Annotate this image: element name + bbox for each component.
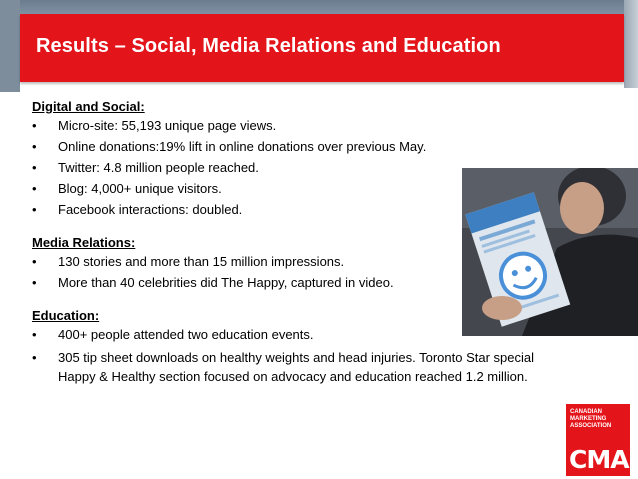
logo-text: [570, 409, 611, 430]
cma-logo: [566, 404, 630, 476]
list-item-text: Facebook interactions: doubled.: [58, 202, 243, 217]
section-heading: Digital and Social:: [32, 99, 145, 114]
bullet-icon: •: [32, 181, 37, 196]
list-item-text: 305 tip sheet downloads on healthy weights and head injuries. Toronto Star special Happy & Healthy section focused on advocacy and education reached 1.2 million.: [58, 350, 535, 384]
slide-title: Results – Social, Media Relations and Education: [36, 35, 501, 57]
bullet-icon: •: [32, 202, 37, 217]
left-frame-band: [0, 0, 20, 92]
bullet-icon: •: [32, 350, 37, 365]
person-reading-newspaper-photo: [462, 168, 638, 336]
logo-line: MARKETING: [570, 416, 607, 422]
bullet-icon: •: [32, 118, 37, 133]
bullet-icon: •: [32, 254, 37, 269]
list-item-text: 400+ people attended two education events.: [58, 327, 314, 342]
logo-mark: CMA: [569, 445, 629, 474]
list-item-text: 130 stories and more than 15 million impressions.: [58, 254, 345, 269]
section-heading: Education:: [32, 308, 100, 323]
list-item-text: Micro-site: 55,193 unique page views.: [58, 118, 277, 133]
photo-illustration: [462, 168, 638, 336]
list-item: [32, 137, 592, 156]
list-item: [32, 116, 592, 135]
logo-line: CANADIAN: [570, 409, 602, 415]
right-frame-band: [624, 0, 638, 88]
logo-line: ASSOCIATION: [570, 423, 612, 429]
list-item: [32, 348, 592, 386]
bullet-icon: •: [32, 327, 37, 342]
bullet-icon: •: [32, 275, 37, 290]
title-bar: [20, 14, 624, 82]
bullet-icon: •: [32, 139, 37, 154]
section-heading: Media Relations:: [32, 235, 136, 250]
list-item-text: Blog: 4,000+ unique visitors.: [58, 181, 222, 196]
bullet-icon: •: [32, 160, 37, 175]
list-item-text: More than 40 celebrities did The Happy, captured in video.: [58, 275, 394, 290]
list-item-text: Online donations:19% lift in online donations over previous May.: [58, 139, 427, 154]
list-item-text: Twitter: 4.8 million people reached.: [58, 160, 259, 175]
